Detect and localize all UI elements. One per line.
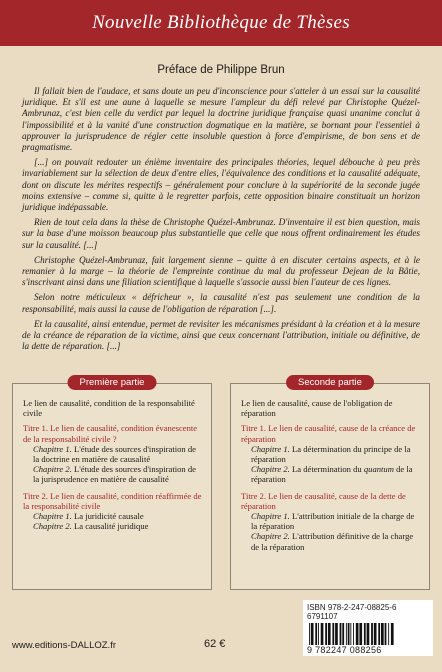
paragraph: Et la causalité, ainsi entendue, permet de revisiter les mécanismes présidant à la création et à la mesure de la créance de réparation de la victime, ainsi que ceux concernant l'attribution, initiale ou définitive, de la dette de réparation. [...] [22, 318, 420, 352]
chapter-label: Chapitre 2. [33, 464, 72, 475]
chapter-text: L'attribution initiale de la charge de la réparation [251, 511, 415, 532]
chapter-entry [241, 531, 421, 551]
part-two-badge: Seconde partie [286, 375, 374, 390]
paragraph: Il fallait bien de l'audace, et sans doute un peu d'inconscience pour s'atteler à un essai sur la causalité juridique. Et s'il est une aune à laquelle se mesure l'ampleur du défi relevé par Christophe Quézel-Ambrunaz, c'est bien celle du verdict par lequel la doctrine juridique française quasi unanime conclut à l'impossibilité et à la vanité d'une construction dogmatique en la matière, se bornant pour l'essentiel à approuver la jurisprudence de régler cette insoluble question à force d'empirisme, de bon sens et de pragmatisme. [22, 86, 420, 153]
collection-title: Nouvelle Bibliothèque de Thèses [92, 12, 350, 33]
chapter-entry [23, 444, 203, 464]
part-two-titre-2: Titre 2. Le lien de causalité, cause de la dette de réparation [241, 490, 406, 511]
part-one-titre-1: Titre 1. Le lien de causalité, condition évanescente de la responsabilité civile ? [23, 423, 198, 444]
price: 62 € [204, 638, 226, 650]
part-one-badge: Première partie [68, 375, 157, 390]
chapter-text: de la réparation [251, 464, 413, 485]
chapter-text-italic: quantum [363, 464, 394, 475]
paragraph: Rien de tout cela dans la thèse de Christophe Quézel-Ambrunaz. D'inventaire il est bien question, mais sur la base d'une moisson beaucoup plus substantielle que celle que nous offrent ordinairement les études sur la causalité. [...] [22, 217, 420, 250]
part-one-box [12, 377, 212, 590]
chapter-text: L'étude des sources d'inspiration de la doctrine en matière de causalité [33, 443, 196, 465]
barcode-digits: 9 782247 088256 [307, 645, 382, 655]
chapter-label: Chapitre 2. [251, 531, 290, 542]
paragraph: Christophe Quézel-Ambrunaz, fait largement sienne – quitte à en discuter certains aspects, et à le remanier à la marge – la théorie de l'empreinte continue du mal du professeur Dejean de la Bâtie, s'inscrivant ainsi dans une filiation scientifique à laquelle s'associe aussi bien l'auteur de ces lignes. [22, 254, 420, 288]
chapter-entry [23, 521, 203, 531]
paragraph: Selon notre méticuleux « défricheur », la causalité n'est pas seulement une condition de la responsabilité, mais aussi la cause de l'obligation de réparation [...]. [22, 292, 420, 314]
paragraph: [...] on pouvait redouter un énième inventaire des principales théories, lequel débouche à peu près invariablement sur la sélection de deux d'entre elles, l'équivalence des conditions et la causalité adéquate, dont on discute les mérites respectifs – généralement pour conclure à la supériorité de la seconde jugée moins extensive – comme si, quitte à le regretter parfois, cette opposition binaire constituait un horizon juridique indépassable. [22, 157, 420, 213]
chapter-text: La détermination du [292, 464, 364, 475]
chapter-label: Chapitre 2. [251, 464, 290, 475]
chapter-text: L'étude des sources d'inspiration de la jurisprudence en matière de causalité [33, 464, 196, 485]
part-one-heading: Le lien de causalité, condition de la responsabilité civile [23, 398, 195, 419]
chapter-entry [241, 511, 421, 531]
isbn-code: 6791107 [307, 612, 338, 621]
chapter-text: La détermination du principe de la réparation [251, 443, 411, 465]
part-one-titre-2: Titre 2. Le lien de causalité, condition réaffirmée de la responsabilité civile [23, 490, 202, 511]
chapter-label: Chapitre 1. [33, 443, 72, 454]
part-two-titre-1: Titre 1. Le lien de causalité, cause de la créance de réparation [241, 423, 416, 444]
publisher-website: www.editions-DALLOZ.fr [12, 640, 117, 651]
chapter-label: Chapitre 2. [33, 521, 72, 532]
isbn-number: ISBN 978-2-247-08825-6 [307, 603, 397, 612]
chapter-label: Chapitre 1. [33, 511, 72, 522]
chapter-entry [23, 511, 203, 521]
part-two-heading: Le lien de causalité, cause de l'obligation de réparation [241, 398, 393, 419]
chapter-label: Chapitre 1. [251, 511, 290, 522]
collection-banner [0, 0, 442, 46]
chapter-entry [241, 464, 421, 484]
chapter-text: La juridicité causale [74, 511, 144, 522]
chapter-entry [23, 464, 203, 484]
part-two-box [230, 377, 430, 590]
chapter-text: L'attribution définitive de la charge de la réparation [251, 531, 414, 552]
preface-title: Préface de Philippe Brun [157, 64, 285, 76]
chapter-text: La causalité juridique [74, 521, 149, 532]
preface-excerpt [22, 86, 420, 356]
barcode-icon [307, 623, 427, 645]
chapter-label: Chapitre 1. [251, 443, 290, 454]
chapter-entry [241, 444, 421, 464]
isbn-barcode-panel [303, 600, 433, 656]
